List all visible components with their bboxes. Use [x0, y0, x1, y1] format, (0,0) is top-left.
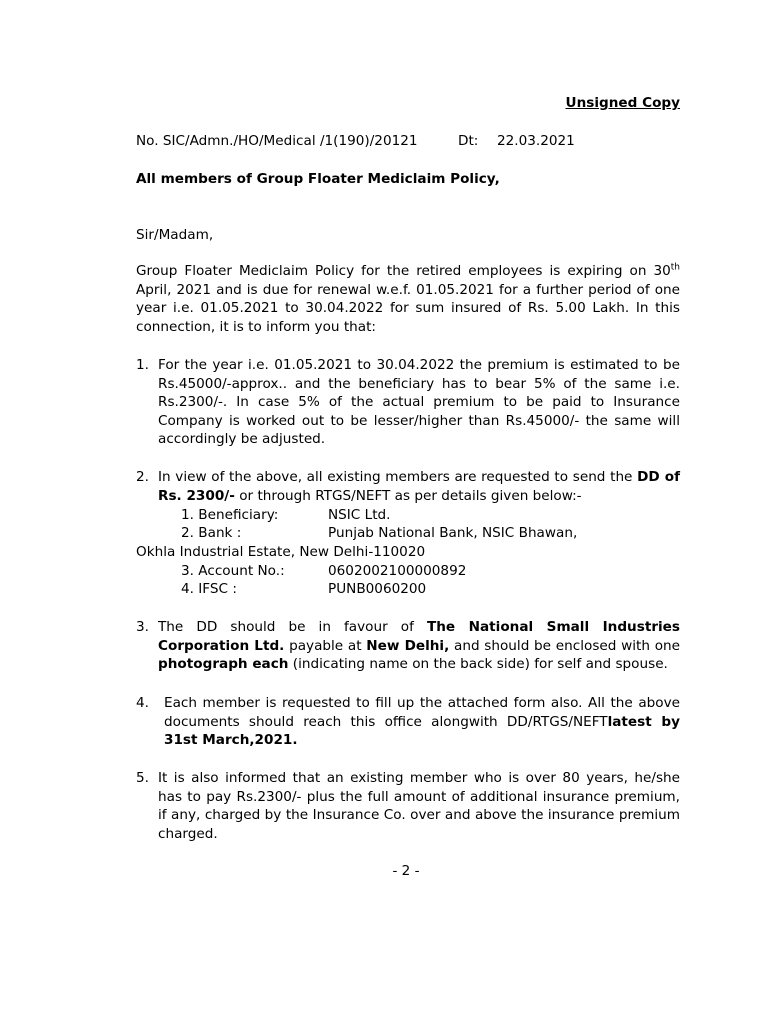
detail-label-account: 3. Account No.:	[181, 563, 285, 579]
list-item-5	[136, 769, 680, 843]
list-item-2	[136, 468, 680, 505]
list-item-text	[158, 618, 680, 674]
intro-text-part1: Group Floater Mediclaim Policy for the retired employees is expiring on 30	[136, 263, 671, 279]
unsigned-copy-label: Unsigned Copy	[565, 95, 680, 111]
item3-bold-corporation: The National Small Industries Corporation Ltd.	[158, 619, 680, 654]
detail-value-ifsc: PUNB0060200	[328, 581, 427, 597]
detail-value-bank: Punjab National Bank, NSIC Bhawan,	[328, 525, 578, 541]
date-value: 22.03.2021	[497, 133, 575, 149]
list-item-number: 2.	[136, 469, 149, 485]
item3-bold-city: New Delhi,	[366, 637, 450, 654]
page-number: - 2 -	[392, 863, 420, 879]
detail-bank-address: Okhla Industrial Estate, New Delhi-110020	[136, 544, 426, 560]
intro-text-part2: April, 2021 and is due for renewal w.e.f. 01.05.2021 for a further period of one year i.e. 01.05.2021 to 30.04.2022 for sum insured of Rs. 5.00 Lakh. In this connection, it is to inform you that:	[136, 281, 680, 335]
item3-bold-photograph: photograph each	[158, 656, 289, 673]
detail-value-account: 0602002100000892	[328, 563, 467, 579]
addressee-line: All members of Group Floater Mediclaim Policy,	[136, 171, 500, 187]
item3-text-a: The DD should be in favour of	[158, 619, 427, 635]
list-item-3	[136, 618, 680, 674]
list-item-1	[136, 356, 680, 449]
list-item-text: It is also informed that an existing member who is over 80 years, he/she has to pay Rs.2300/- plus the full amount of additional insurance premium, if any, charged by the Insurance Co. over and above the insurance premium charged.	[158, 770, 680, 842]
list-item-number: 5.	[136, 770, 149, 786]
item4-text-a: Each member is requested to fill up the attached form also. All the above documents should reach this office alongwith DD/RTGS/NEFT	[164, 695, 680, 730]
detail-label-ifsc: 4. IFSC :	[181, 581, 237, 597]
item4-bold-deadline: latest by 31st March,2021.	[164, 713, 680, 749]
list-item-text	[158, 468, 680, 505]
salutation: Sir/Madam,	[136, 227, 214, 243]
detail-value-beneficiary: NSIC Ltd.	[328, 507, 391, 523]
reference-number: No. SIC/Admn./HO/Medical /1(190)/20121	[136, 133, 418, 149]
item2-text-a: In view of the above, all existing members are requested to send the	[158, 469, 638, 485]
list-item-number: 3.	[136, 619, 149, 635]
item3-text-b: payable at	[284, 637, 367, 654]
item3-text-c: and should be enclosed with one	[449, 637, 680, 654]
intro-superscript: th	[670, 262, 680, 273]
detail-label-beneficiary: 1. Beneficiary:	[181, 507, 279, 523]
list-item-text: For the year i.e. 01.05.2021 to 30.04.2022 the premium is estimated to be Rs.45000/-approx.. and the beneficiary has to bear 5% of the same i.e. Rs.2300/-. In case 5% of the actual premium to be paid to Insurance Company is worked out to be lesser/higher than Rs.45000/- the same will accordingly be adjusted.	[158, 357, 680, 448]
list-item-text	[164, 694, 680, 750]
date-label: Dt:	[458, 133, 479, 149]
item2-text-b: or through RTGS/NEFT as per details given below:-	[234, 487, 582, 504]
item2-bold-dd-amount: DD of Rs. 2300/-	[158, 469, 680, 504]
item3-text-d: (indicating name on the back side) for self and spouse.	[288, 656, 668, 673]
list-item-4	[136, 694, 680, 750]
list-item-number: 4.	[136, 695, 149, 711]
list-item-number: 1.	[136, 357, 149, 373]
detail-label-bank: 2. Bank :	[181, 525, 242, 541]
intro-paragraph	[136, 262, 680, 336]
